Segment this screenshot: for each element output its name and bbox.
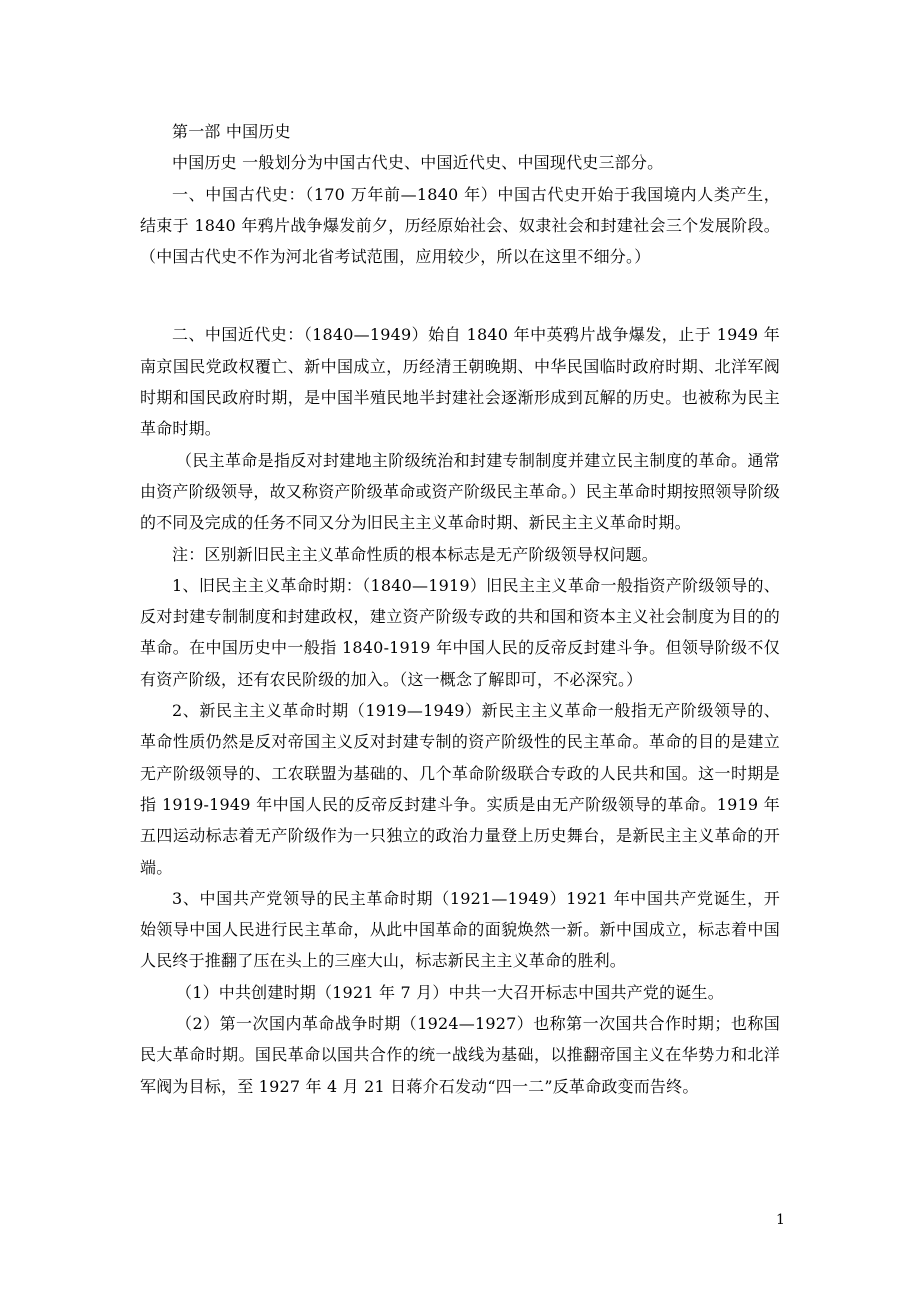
document-body — [140, 116, 780, 1102]
note-paragraph: 注：区别新旧民主主义革命性质的根本标志是无产阶级领导权问题。 — [172, 544, 659, 564]
blank-line — [140, 272, 780, 319]
democratic-revolution-paragraph: （民主革命是指反对封建地主阶级统治和封建专制制度并建立民主制度的革命。通常由资产阶级领导，故又称资产阶级革命或资产阶级民主革命。）民主革命时期按照领导阶级的不同及完成的任务不同又分为旧民主主义革命时期、新民主主义革命时期。 — [140, 450, 781, 533]
intro-paragraph: 中国历史 一般划分为中国古代史、中国近代史、中国现代史三部分。 — [172, 153, 664, 173]
page-number: 1 — [776, 1212, 785, 1228]
cpc-period-paragraph: 3、中国共产党领导的民主革命时期（1921—1949）1921 年中国共产党诞生，开始领导中国人民进行民主革命，从此中国革命的面貌焕然一新。新中国成立，标志着中国人民终于推翻了压在头上的三座大山，标志新民主主义革命的胜利。 — [140, 888, 780, 971]
first-civil-war-paragraph: （2）第一次国内革命战争时期（1924—1927）也称第一次国共合作时期；也称国民大革命时期。国民革命以国共合作的统一战线为基础，以推翻帝国主义在华势力和北洋军阀为目标，至 1927 年 4 月 21 日蒋介石发动“四一二”反革命政变而告终。 — [140, 1014, 780, 1096]
founding-paragraph: （1）中共创建时期（1921 年 7 月）中共一大召开标志中国共产党的诞生。 — [176, 982, 724, 1002]
old-democratic-paragraph: 1、旧民主主义革命时期：（1840—1919）旧民主主义革命一般指资产阶级领导的、反对封建专制制度和封建政权，建立资产阶级专政的共和国和资本主义社会制度为目的的革命。在中国历史中一般指 1840-1919 年中国人民的反帝反封建斗争。但领导阶级不仅有资产阶级，还有农民阶级的加入。（这一概念了解即可，不必深究。） — [140, 575, 780, 689]
new-democratic-paragraph: 2、新民主主义革命时期（1919—1949）新民主主义革命一般指无产阶级领导的、革命性质仍然是反对帝国主义反对封建专制的资产阶级性的民主革命。革命的目的是建立无产阶级领导的、工农联盟为基础的、几个革命阶级联合专政的人民共和国。这一时期是指 1919-1949 年中国人民的反帝反封建斗争。实质是由无产阶级领导的革命。1919 年五四运动标志着无产阶级作为一只独立的政治力量登上历史舞台，是新民主主义革命的开端。 — [140, 701, 780, 877]
modern-history-paragraph: 二、中国近代史：（1840—1949）始自 1840 年中英鸦片战争爆发，止于 1949 年南京国民党政权覆亡、新中国成立，历经清王朝晚期、中华民国临时政府时期、北洋军阀时期和国民政府时期，是中国半殖民地半封建社会逐渐形成到瓦解的历史。也被称为民主革命时期。 — [140, 325, 780, 439]
ancient-history-paragraph: 一、中国古代史：（170 万年前—1840 年）中国古代史开始于我国境内人类产生，结束于 1840 年鸦片战争爆发前夕，历经原始社会、奴隶社会和封建社会三个发展阶段。（中国古代史不作为河北省考试范围，应用较少，所以在这里不细分。） — [140, 184, 780, 267]
section-heading: 第一部 中国历史 — [172, 122, 291, 141]
